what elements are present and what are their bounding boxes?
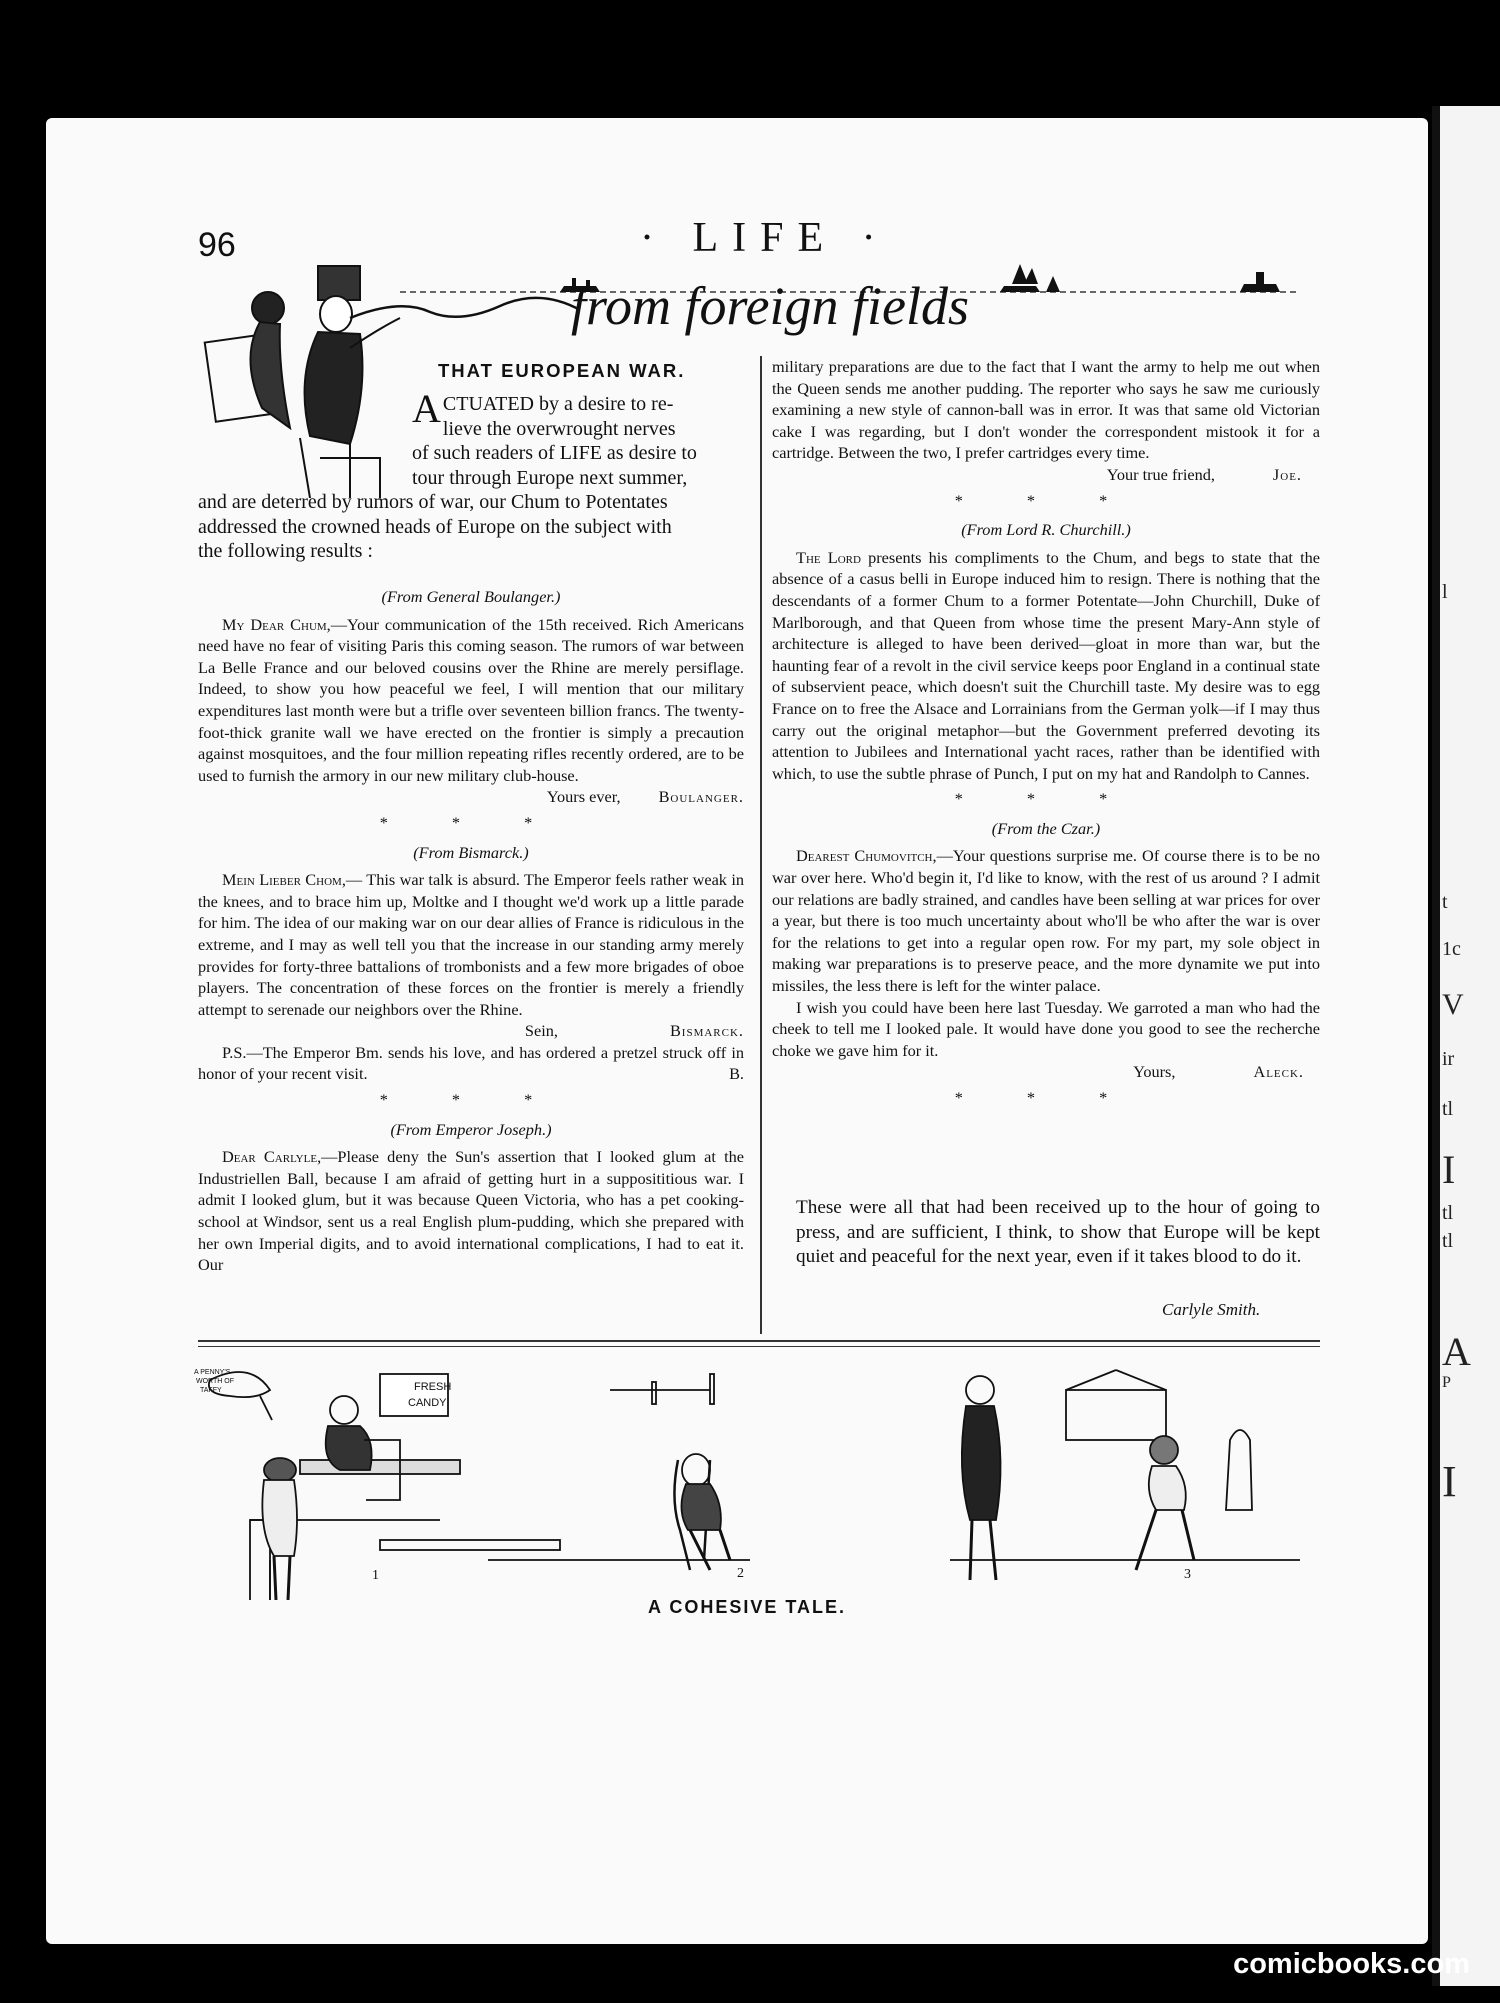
script-flourish — [350, 298, 580, 318]
lead-line: the following results : — [198, 540, 373, 562]
candy-sign-text: FRESH — [414, 1381, 452, 1393]
panel-number: 1 — [372, 1568, 379, 1583]
cartoon-panel-1 — [209, 1362, 560, 1600]
salutation: The Lord — [796, 547, 861, 567]
postscript: P.S.—The Emperor Bm. sends his love, and has ordered a pretzel struck off in honor of your recent visit. B. — [198, 1042, 744, 1084]
facing-page-fragment: ir — [1442, 1048, 1455, 1070]
section-divider: * * * — [379, 812, 563, 832]
facing-page-fragment: P — [1442, 1374, 1451, 1391]
ship-icon — [1046, 276, 1060, 292]
page-number: 96 — [198, 226, 236, 264]
speech-bubble-text: TAFFY — [200, 1387, 222, 1394]
section-divider: * * * — [954, 490, 1138, 510]
letter-source: (From Emperor Joseph.) — [390, 1119, 552, 1139]
letter-source: (From Lord R. Churchill.) — [961, 520, 1131, 540]
facing-page-fragment: V — [1442, 988, 1464, 1021]
signature-line: Yours ever, Boulanger. — [546, 787, 744, 807]
letter-source: (From Bismarck.) — [413, 842, 529, 862]
masthead: · LIFE · — [640, 215, 890, 261]
letter-body: My Dear Chum,—Your communication of the 15th received. Rich Americans need have no fear of visiting Paris this coming season. The rumors of war between La Belle France and our beloved cousins over the Rhine are merely persiflage. Indeed, to show you how peaceful we feel, I will mention that our military expenditures last month were but a trifle over seventeen billion francs. The twenty-foot-thick granite wall we have erected on the frontier is simply a precaution against mosquitoes, and the four million repeating rifles recently ordered, are to be used to furnish the armory in our new military club-house. — [198, 614, 745, 785]
letter-body: Dearest Chumovitch,—Your questions surprise me. Of course there is to be no war over here. Who'd begin it, I'd like to know, with the rest of us around ? I admit our relations are badly strained, and candles have been selling at war prices for over a year, but there is too much uncertainty about who'll be who after the war is over for the relations to get into a regular open row. For my part, my sole object in making war preparations is to preserve peace, and the more dynamite we put into missiles, the less there is left for the winter palace. — [772, 846, 1320, 996]
lead-line: and are deterred by rumors of war, our Chum to Potentates — [198, 491, 668, 513]
watermark: comicbooks.com — [1233, 1948, 1470, 1980]
facing-page-fragment: tl — [1442, 1230, 1454, 1252]
speech-bubble-text: WORTH OF — [196, 1378, 234, 1385]
section-rule — [198, 1340, 1320, 1342]
cartoon-panel-3 — [950, 1370, 1300, 1580]
signature-line: Your true friend, Joe. — [1106, 464, 1302, 484]
right-column — [772, 356, 1320, 1113]
lead-line: lieve the overwrought nerves — [442, 417, 676, 440]
cartoon-title: A COHESIVE TALE. — [648, 1597, 847, 1617]
facing-page-fragment: A — [1442, 1329, 1471, 1374]
closing-paragraph: These were all that had been received up to the hour of going to press, and are sufficient, I think, to show that Europe will be kept quiet and peaceful for the next year, even if it takes blood to do it. — [796, 1197, 1320, 1267]
letter-source: (From General Boulanger.) — [381, 587, 561, 606]
facing-page-fragment: I — [1442, 1457, 1457, 1506]
speech-bubble-text: A PENNY'S — [194, 1369, 231, 1376]
lead-line: addressed the crowned heads of Europe on the subject with — [198, 515, 672, 538]
column-divider — [760, 356, 762, 1334]
letter-body: Mein Lieber Chom,— This war talk is absurd. The Emperor feels rather weak in the knees, and to brace him up, Moltke and I thought we'd work up a little parade for him. The idea of our making war on our dear allies of France is ridiculous in the extreme, and I may as well tell you that the increase in our standing army merely provides for forty-three battalions of trombonists and a few more brigades of oboe players. The concentration of these forces on the frontier is merely a friendly attempt to serenade our neighbors over the Rhine. — [198, 870, 744, 1019]
page-binding — [1432, 106, 1440, 1986]
letter-source: (From the Czar.) — [991, 818, 1101, 838]
letter-body: Dear Carlyle,—Please deny the Sun's assertion that I looked glum at the Industriellen Ball, because I am afraid of getting hurt in a supposititious war. I admit I looked glum, but it was because Queen Victoria, who has a pet cooking-school at Windsor, sent us a real English plum-pudding, which she prepared with her own Imperial digits, and to avoid international complications, I had to eat it. Our — [198, 1147, 744, 1275]
cartoon-strip — [190, 1360, 1330, 1600]
facing-page-fragment: t — [1442, 891, 1448, 913]
left-column — [198, 578, 744, 1276]
salutation: Mein Lieber Chom, — [222, 870, 346, 890]
lead-line: of such readers of LIFE as desire to — [412, 442, 697, 464]
section-rule — [198, 1346, 1320, 1347]
salutation: Dear Carlyle, — [222, 1147, 322, 1167]
section-divider: * * * — [379, 1090, 563, 1110]
letter-body: I wish you could have been here last Tuesday. We garroted a man who had the cheek to tell me I looked pale. It would have done you good to see the recherche choke we gave him for it. — [772, 997, 1320, 1060]
facing-page-fragment: tl — [1442, 1098, 1454, 1120]
salutation: My Dear Chum, — [222, 614, 331, 634]
facing-page-fragment: I — [1442, 1147, 1456, 1192]
facing-page-fragment: l — [1442, 581, 1448, 603]
candy-sign-text: CANDY — [408, 1397, 447, 1409]
facing-page-fragment: 1c — [1442, 938, 1461, 960]
ship-icon — [1000, 264, 1040, 292]
signature-line: Yours, Aleck. — [1133, 1062, 1304, 1082]
facing-page-edge — [1440, 106, 1500, 1986]
lead-line: tour through Europe next summer, — [412, 466, 688, 489]
lead-line: CTUATED by a desire to re- — [442, 393, 674, 415]
ship-icon — [1240, 272, 1280, 292]
lead-paragraph — [198, 386, 744, 564]
section-heading: from foreign fields — [571, 276, 969, 336]
letter-body-continued: military preparations are due to the fact that I want the army to help me out when the Queen sends me another pudding. The reporter who says he saw me curiously examining a new style of cannon-ball was in error. It was that same old Victorian cake I was regarding, but I don't wonder the correspondent mistook it for a cartridge. Between the two, I prefer cartridges every time. — [772, 357, 1320, 463]
panel-number: 3 — [1184, 1567, 1191, 1582]
drop-cap: A — [412, 386, 441, 431]
section-divider: * * * — [954, 1088, 1138, 1107]
article-title: THAT EUROPEAN WAR. — [438, 360, 686, 381]
facing-page-fragment: tl — [1442, 1202, 1454, 1224]
section-divider: * * * — [954, 789, 1138, 809]
author-signature: Carlyle Smith. — [1162, 1300, 1261, 1319]
salutation: Dearest Chumovitch, — [796, 846, 937, 866]
letter-body: The Lord presents his compliments to the Chum, and begs to state that the absence of a casus belli in Europe induced him to resign. There is nothing that the descendants of a former Chum to a former Potentate—John Churchill, Duke of Marlborough, and that Queen from whose time the present Mary-Ann style of architecture is alleged to have been derived—gloat in more than war, but the haunting fear of a revolt in the civil service keeps poor England in a continual state of subservient peace, which doesn't suit the Churchill taste. My desire was to egg France on to free the Alsace and Lorrainians from the German yolk—if I may thus carry out the original metaphor—but the Government preferred devoting its attention to Jubilees and International yacht races, rather than be identified with which, to use the subtle phrase of Punch, I put on my hat and Randolph to Cannes. — [772, 547, 1320, 783]
panel-number: 2 — [737, 1566, 744, 1581]
signature-line: Sein, Bismarck. — [524, 1021, 744, 1041]
